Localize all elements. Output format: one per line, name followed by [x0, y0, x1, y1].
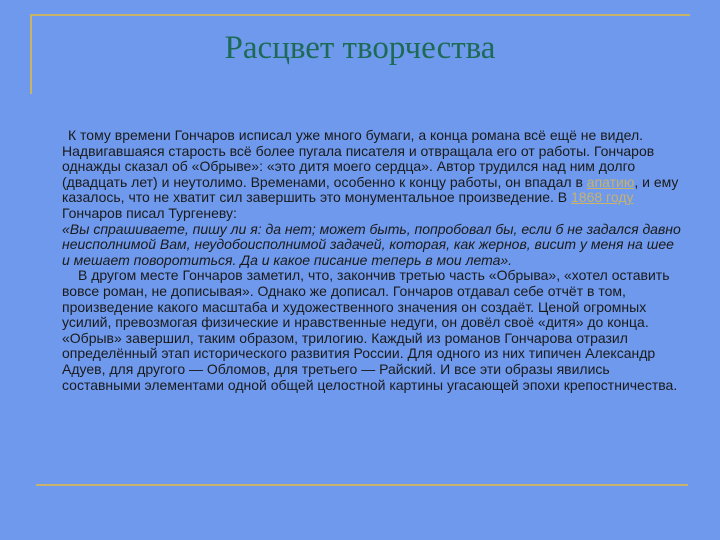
paragraph-conclusion: В другом месте Гончаров заметил, что, закончив третью часть «Обрыва», «хотел оставить вовсе роман, не дописывая». Однако же дописал. Гончаров отдавал себе отчёт в том, произведение какого масштаба и художественного значения он создаёт. Ценой огромных усилий, превозмогая физические и нравственные недуги, он довёл своё «дитя» до конца. «Обрыв» завершил, таким образом, трилогию. Каждый из романов Гончарова отразил определённый этап исторического развития России. Для одного из них типичен Александр Адуев, для другого — Обломов, для третьего — Райский. И все эти образы явились составными элементами одной общей целостной картины угасающей эпохи крепостничества.: [62, 267, 678, 393]
frame-bottom-line: [36, 484, 688, 486]
slide-body: [62, 128, 682, 393]
link-apathy[interactable]: апатию: [586, 173, 635, 190]
paragraph-intro-text-a: К тому времени Гончаров исписал уже много бумаги, а конца романа всё ещё не видел. Надвигавшаяся старость всё более пугала писателя и отвращала его от работы. Гончаров однажды сказал об «Обрыве»: «это дитя моего сердца». Автор трудился над ним долго (двадцать лет) и неутолимо. Временами, особенно к концу работы, он впадал в: [62, 127, 655, 190]
slide-title: Расцвет творчества: [224, 30, 496, 66]
paragraph-intro-text-c: Гончаров писал Тургеневу:: [62, 204, 237, 221]
paragraph-intro: [62, 128, 682, 222]
paragraph-quote: «Вы спрашиваете, пишу ли я: да нет; может быть, попробовал бы, если б не задался давно неисполнимой Вам, неудобоисполнимой задачей, которая, как жернов, висит у меня на шее и мешает поворотиться. Да и какое писание теперь в мои лета».: [62, 220, 681, 268]
link-year-1868[interactable]: 1868 году: [571, 189, 634, 206]
paragraph-intro-text-b: , и ему казалось, что не хватит сил завершить это монументальное произведение. В: [62, 173, 679, 206]
frame-top-line: [30, 14, 690, 16]
